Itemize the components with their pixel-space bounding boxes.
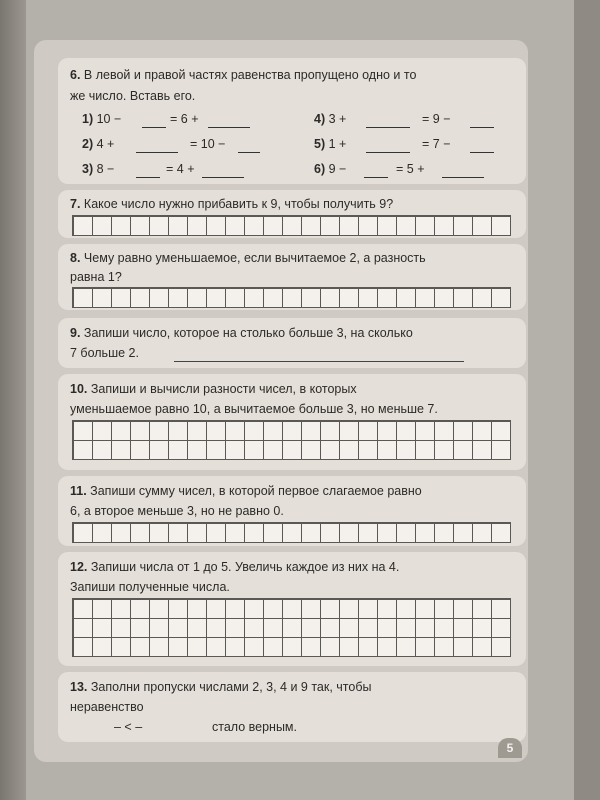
task-12-line-1 — [70, 560, 399, 574]
task-12-text-1: Запиши числа от 1 до 5. Увеличь каждое из них на 4. — [90, 560, 400, 574]
item-number: 1) — [82, 112, 94, 126]
task-6-number: 6. — [70, 68, 81, 82]
task-9-text-2: 7 больше 2. — [70, 346, 139, 360]
task-12-number: 12. — [70, 560, 88, 574]
task-6-item-6 — [314, 162, 346, 176]
task-9-card — [58, 318, 526, 368]
answer-grid[interactable] — [72, 598, 511, 657]
blank-field[interactable] — [136, 151, 178, 153]
item-number: 4) — [314, 112, 326, 126]
task-6-text-2: же число. Вставь его. — [70, 89, 196, 103]
task-10-text-1: Запиши и вычисли разности чисел, в которых — [90, 382, 357, 396]
task-13-card — [58, 672, 526, 742]
task-6-text-1: В левой и правой частях равенства пропущено одно и то — [83, 68, 417, 82]
task-11-line-1 — [70, 484, 422, 498]
blank-field[interactable] — [366, 151, 410, 153]
blank-field[interactable] — [136, 176, 160, 178]
task-13-text-2: неравенство — [70, 700, 144, 714]
task-8-number: 8. — [70, 251, 81, 265]
item-expr-a: 3 + — [328, 112, 347, 126]
item-expr-b: = 6 + — [170, 112, 199, 126]
task-13-number: 13. — [70, 680, 88, 694]
blank-field[interactable] — [366, 126, 410, 128]
task-8-text-1: Чему равно уменьшаемое, если вычитаемое 2, а разность — [83, 251, 426, 265]
task-6-line-1 — [70, 68, 416, 82]
answer-line[interactable] — [174, 360, 464, 362]
item-number: 5) — [314, 137, 326, 151]
task-9-number: 9. — [70, 326, 81, 340]
task-8-card — [58, 244, 526, 310]
task-12-card — [58, 552, 526, 666]
task-13-line-1 — [70, 680, 371, 694]
blank-field[interactable] — [442, 176, 484, 178]
item-expr-b: = 7 − — [422, 137, 451, 151]
page-number: 5 — [498, 738, 522, 758]
task-7-line-1 — [70, 197, 393, 211]
blank-field[interactable] — [208, 126, 250, 128]
task-10-number: 10. — [70, 382, 88, 396]
item-expr-b: = 10 − — [190, 137, 226, 151]
item-expr-a: 1 + — [328, 137, 347, 151]
task-6-item-3 — [82, 162, 114, 176]
blank-field[interactable] — [470, 126, 494, 128]
task-9-line-1 — [70, 326, 413, 340]
item-expr-b: = 5 + — [396, 162, 425, 176]
task-10-card — [58, 374, 526, 470]
answer-grid[interactable] — [72, 420, 511, 460]
answer-grid[interactable] — [72, 522, 511, 543]
item-number: 3) — [82, 162, 94, 176]
task-10-text-2: уменьшаемое равно 10, а вычитаемое больше 3, но меньше 7. — [70, 402, 438, 416]
item-number: 6) — [314, 162, 326, 176]
item-expr-a: 9 − — [328, 162, 347, 176]
task-6-item-1 — [82, 112, 121, 126]
task-7-card — [58, 190, 526, 238]
answer-grid[interactable] — [72, 287, 511, 308]
item-expr-a: 10 − — [96, 112, 122, 126]
task-7-text: Какое число нужно прибавить к 9, чтобы получить 9? — [83, 197, 394, 211]
task-11-card — [58, 476, 526, 546]
blank-field[interactable] — [364, 176, 388, 178]
task-13-text-3: стало верным. — [212, 720, 298, 734]
task-7-number: 7. — [70, 197, 81, 211]
task-13-text-1: Заполни пропуски числами 2, 3, 4 и 9 так, чтобы — [90, 680, 372, 694]
task-6-item-2 — [82, 137, 114, 151]
item-expr-a: 8 − — [96, 162, 115, 176]
task-6-item-4 — [314, 112, 346, 126]
inequality-blanks[interactable]: – < – — [114, 720, 143, 734]
blank-field[interactable] — [142, 126, 166, 128]
task-12-text-2: Запиши полученные числа. — [70, 580, 230, 594]
task-8-line-1 — [70, 251, 426, 265]
blank-field[interactable] — [470, 151, 494, 153]
task-10-line-1 — [70, 382, 357, 396]
task-11-text-2: 6, а второе меньше 3, но не равно 0. — [70, 504, 284, 518]
task-9-text-1: Запиши число, которое на столько больше 3, на сколько — [83, 326, 413, 340]
item-number: 2) — [82, 137, 94, 151]
task-11-text-1: Запиши сумму чисел, в которой первое слагаемое равно — [90, 484, 422, 498]
item-expr-b: = 4 + — [166, 162, 195, 176]
task-8-text-2: равна 1? — [70, 270, 122, 284]
blank-field[interactable] — [238, 151, 260, 153]
task-6-item-5 — [314, 137, 346, 151]
item-expr-b: = 9 − — [422, 112, 451, 126]
answer-grid[interactable] — [72, 215, 511, 236]
task-6-card — [58, 58, 526, 184]
item-expr-a: 4 + — [96, 137, 115, 151]
task-11-number: 11. — [70, 484, 87, 498]
blank-field[interactable] — [202, 176, 244, 178]
